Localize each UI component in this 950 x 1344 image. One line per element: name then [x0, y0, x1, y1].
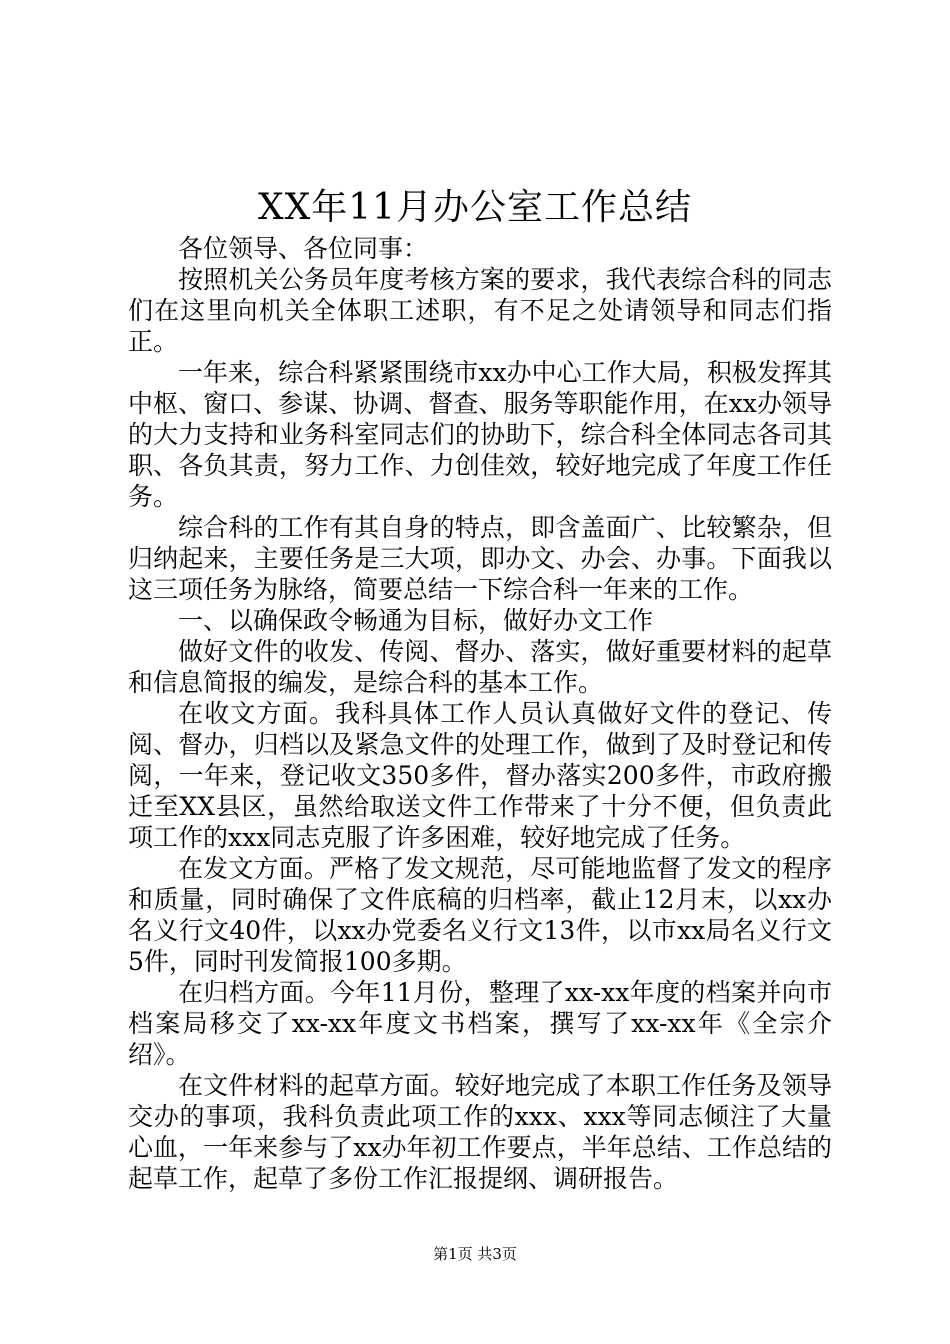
page-footer: 第1页 共3页	[433, 1245, 517, 1263]
paragraph-basic-work: 做好文件的收发、传阅、督办、落实，做好重要材料的起草和信息简报的编发，是综合科的基本工作。	[128, 637, 832, 697]
paragraph-characteristics: 综合科的工作有其自身的特点，即含盖面广、比较繁杂，但归纳起来，主要任务是三大项，即办文、办会、办事。下面我以这三项任务为脉络，简要总结一下综合科一年来的工作。	[128, 513, 832, 604]
paragraph-archiving: 在归档方面。今年11月份，整理了xx-xx年度的档案并向市档案局移交了xx-xx年度文书档案，撰写了xx-xx年《全宗介绍》。	[128, 978, 832, 1069]
paragraph-drafting: 在文件材料的起草方面。较好地完成了本职工作任务及领导交办的事项，我科负责此项工作的xxx、xxx等同志倾注了大量心血，一年来参与了xx办年初工作要点，半年总结、工作总结的起草工作，起草了多份工作汇报提纲、调研报告。	[128, 1071, 832, 1193]
paragraph-overview: 一年来，综合科紧紧围绕市xx办中心工作大局，积极发挥其中枢、窗口、参谋、协调、督查、服务等职能作用，在xx办领导的大力支持和业务科室同志们的协助下，综合科全体同志各司其职、各负其责，努力工作、力创佳效，较好地完成了年度工作任务。	[128, 358, 832, 511]
paragraph-receiving: 在收文方面。我科具体工作人员认真做好文件的登记、传阅、督办，归档以及紧急文件的处理工作，做到了及时登记和传阅，一年来，登记收文350多件，督办落实200多件，市政府搬迁至XX县区，虽然给取送文件工作带来了十分不便，但负责此项工作的xxx同志克服了许多困难，较好地完成了任务。	[128, 699, 832, 852]
paragraph-dispatching: 在发文方面。严格了发文规范，尽可能地监督了发文的程序和质量，同时确保了文件底稿的归档率，截止12月末，以xx办名义行文40件，以xx办党委名义行文13件，以市xx局名义行文5件，同时刊发简报100多期。	[128, 854, 832, 976]
paragraph-intro: 按照机关公务员年度考核方案的要求，我代表综合科的同志们在这里向机关全体职工述职，有不足之处请领导和同志们指正。	[128, 265, 832, 356]
section-heading-1: 一、以确保政令畅通为目标，做好办文工作	[178, 606, 654, 635]
document-body	[128, 233, 832, 1194]
salutation: 各位领导、各位同事：	[178, 234, 429, 263]
document-title: XX年11月办公室工作总结	[257, 187, 693, 228]
